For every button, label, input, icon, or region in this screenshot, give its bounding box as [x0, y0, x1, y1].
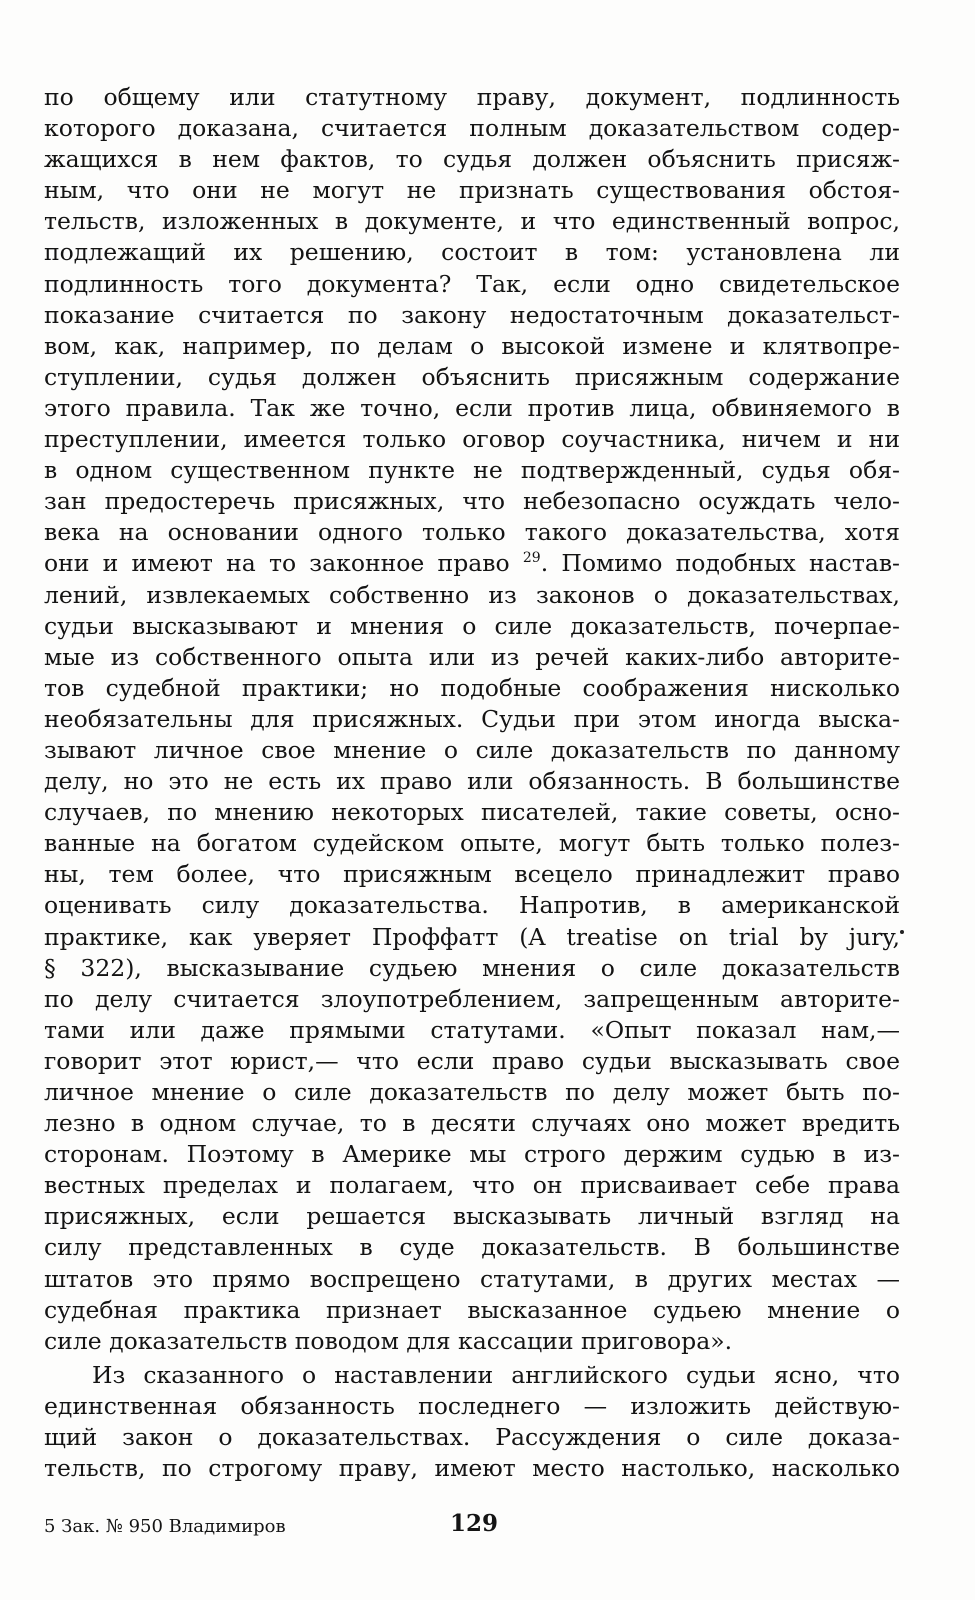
text-line: ванные на богатом судейском опыте, могут быть только полез- [44, 829, 900, 858]
text-line: ным, что они не могут не признать существования обстоя- [44, 176, 900, 205]
text-line: века на основании одного только такого доказательства, хотя [44, 518, 900, 547]
text-line: оценивать силу доказательства. Напротив, в американской [44, 891, 900, 920]
footnote-ref: 29 [522, 550, 541, 567]
text-line: необязательны для присяжных. Судьи при этом иногда выска- [44, 704, 900, 733]
text-line: штатов это прямо воспрещено статутами, в других местах — [44, 1264, 900, 1293]
text-line [44, 548, 900, 579]
text-line: судебная практика признает высказанное судьею мнение о [44, 1295, 900, 1324]
text-line: тами или даже прямыми статутами. «Опыт показал нам,— [44, 1015, 900, 1044]
text-line: Из сказанного о наставлении английского судьи ясно, что [92, 1360, 900, 1389]
text-line: присяжных, если решается высказывать личный взгляд на [44, 1202, 900, 1231]
text-line: зан предостеречь присяжных, что небезопасно осуждать чело- [44, 487, 900, 516]
text-line: говорит этот юрист,— что если право судьи высказывать свое [44, 1046, 900, 1075]
text-line: § 322), высказывание судьею мнения о силе доказательств [44, 953, 900, 982]
paragraph-2 [44, 1360, 900, 1484]
text-line: делу, но это не есть их право или обязанность. В большинстве [44, 767, 900, 796]
text-line: лений, извлекаемых собственно из законов о доказательствах, [44, 580, 900, 609]
text-segment: они и имеют на то законное право [44, 549, 523, 578]
text-line: тов судебной практики; но подобные соображения нисколько [44, 673, 900, 702]
text-line: силу представленных в суде доказательств. В большинстве [44, 1233, 900, 1262]
text-line: сторонам. Поэтому в Америке мы строго держим судью в из- [44, 1140, 900, 1169]
page-text [44, 82, 900, 1484]
text-line: преступлении, имеется только оговор соучастника, ничем и ни [44, 425, 900, 454]
print-speck [900, 930, 904, 934]
text-line: вом, как, например, по делам о высокой измене и клятвопре- [44, 331, 900, 360]
text-line: тельств, по строгому праву, имеют место настолько, насколько [44, 1454, 900, 1483]
text-line: тельств, изложенных в документе, и что единственный вопрос, [44, 207, 900, 236]
text-line: случаев, по мнению некоторых писателей, такие советы, осно- [44, 798, 900, 827]
text-line: вестных пределах и полагаем, что он присваивает себе права [44, 1171, 900, 1200]
text-line: единственная обязанность последнего — изложить действую- [44, 1391, 900, 1420]
text-line: показание считается по закону недостаточным доказательст- [44, 300, 900, 329]
text-line: подлинность того документа? Так, если одно свидетельское [44, 269, 900, 298]
text-line: подлежащий их решению, состоит в том: установлена ли [44, 238, 900, 267]
page-number: 129 [450, 1510, 499, 1537]
text-line: личное мнение о силе доказательств по делу может быть по- [44, 1078, 900, 1106]
text-line: щий закон о доказательствах. Рассуждения о силе доказа- [44, 1423, 900, 1452]
text-line: зывают личное свое мнение о силе доказательств по данному [44, 735, 900, 764]
paragraph-1 [44, 82, 900, 1357]
text-line: этого правила. Так же точно, если против лица, обвиняемого в [44, 393, 900, 422]
text-line: ступлении, судья должен объяснить присяжным содержание [44, 362, 900, 391]
printer-signature: 5 Зак. № 950 Владимиров [44, 1516, 286, 1537]
text-line: в одном существенном пункте не подтвержденный, судья обя- [44, 456, 900, 485]
text-line: практике, как уверяет Проффатт (A treatise on trial by jury, [44, 922, 900, 951]
text-line: силе доказательств поводом для кассации приговора». [44, 1326, 733, 1355]
page-footer [44, 1510, 900, 1542]
text-line: по общему или статутному праву, документ, подлинность [44, 83, 900, 111]
text-line: жащихся в нем фактов, то судья должен объяснить присяж- [44, 145, 900, 174]
text-segment: . Помимо подобных настав- [540, 549, 900, 578]
text-line: мые из собственного опыта или из речей каких-либо авторите- [44, 642, 900, 671]
text-line: лезно в одном случае, то в десяти случаях оно может вредить [44, 1109, 900, 1138]
text-line: ны, тем более, что присяжным всецело принадлежит право [44, 860, 900, 889]
text-line: которого доказана, считается полным доказательством содер- [44, 114, 900, 143]
text-line: по делу считается злоупотреблением, запрещенным авторите- [44, 984, 900, 1013]
text-line: судьи высказывают и мнения о силе доказательств, почерпае- [44, 611, 900, 640]
